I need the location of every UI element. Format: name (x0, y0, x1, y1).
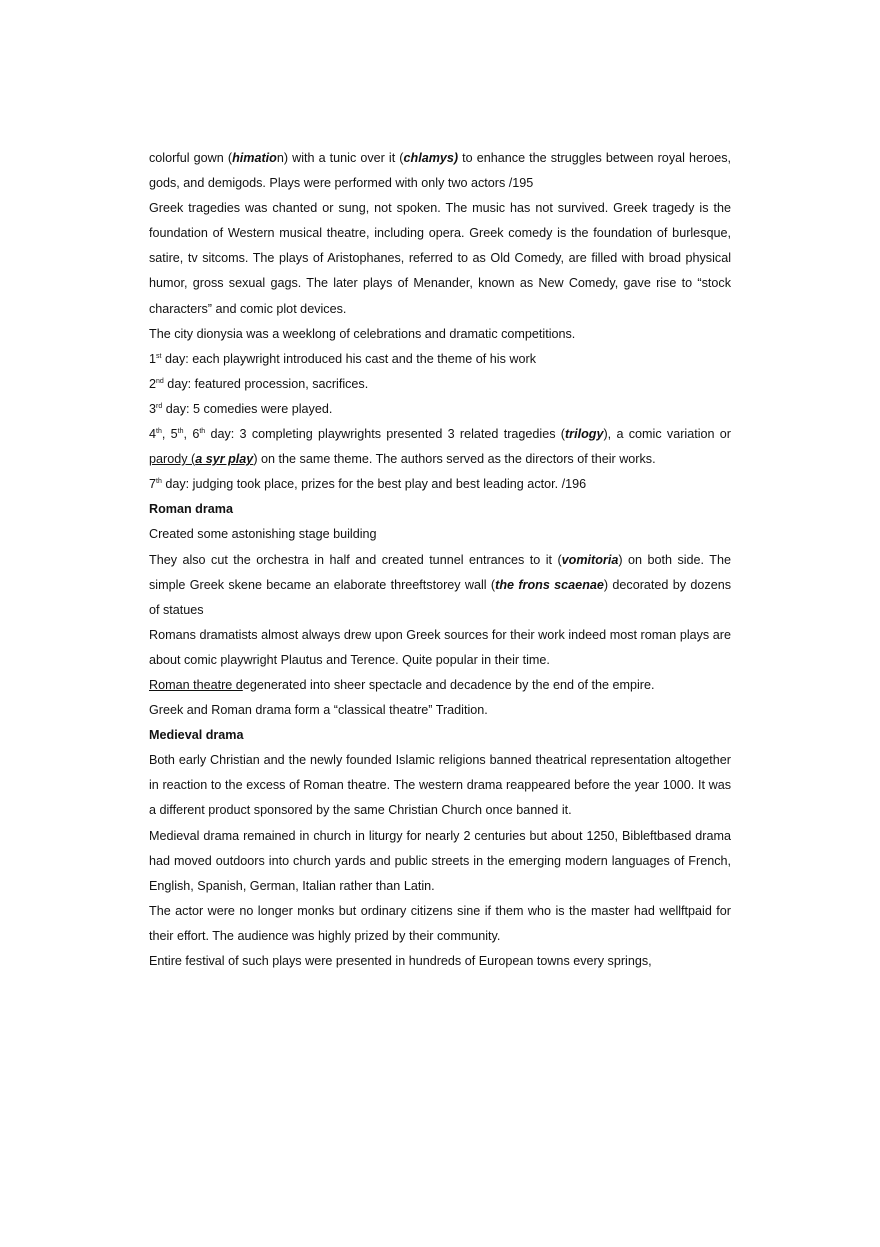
list-item-day-1: 1st day: each playwright introduced his cast and the theme of his work (149, 351, 536, 366)
paragraph-roman-decline: Roman theatre degenerated into sheer spectacle and decadence by the end of the empire. (149, 677, 655, 692)
text-run: to enhance the struggles between royal heroes, gods, and demigods. Plays were performed with only two actors /195 (149, 151, 731, 191)
paragraph-medieval-liturgy: Medieval drama remained in church in liturgy for nearly 2 centuries but about 1250, Bibleftbased drama had moved outdoors into church yards and public streets in the emerging modern languages of French, English, Spanish, German, Italian rather than Latin. (149, 828, 731, 893)
paragraph-medieval-ban: Both early Christian and the newly founded Islamic religions banned theatrical representation altogether in reaction to the excess of Roman theatre. The western drama reappeared before the year 1000. It was a different product sponsored by the same Christian Church once banned it. (149, 753, 731, 818)
paragraph-classical-tradition: Greek and Roman drama form a “classical theatre” Tradition. (149, 703, 488, 718)
document-body (149, 146, 731, 974)
list-item-day-2: 2nd day: featured procession, sacrifices. (149, 376, 369, 391)
text-run: n) with a tunic over it ( (276, 151, 404, 165)
paragraph-city-dionysia: The city dionysia was a weeklong of celebrations and dramatic competitions. (149, 326, 576, 341)
term-trilogy: trilogy (564, 427, 604, 442)
paragraph-costume (149, 146, 731, 196)
list-item-days-4-6: 4th, 5th, 6th day: 3 completing playwrights presented 3 related tragedies (trilogy), a comic variation or parody (a syr play) on the same theme. The authors served as the directors of their works. (149, 427, 731, 467)
paragraph-roman-orchestra: They also cut the orchestra in half and created tunnel entrances to it (vomitoria) on both side. The simple Greek skene became an elaborate threeftstorey wall (the frons scaenae) decorated by dozens of statues (149, 552, 731, 617)
term-himation: himatio (232, 151, 277, 165)
list-item-day-7: 7th day: judging took place, prizes for the best play and best leading actor. /196 (149, 477, 587, 492)
underlined-parody: parody (a syr play (149, 452, 254, 467)
paragraph-medieval-festivals: Entire festival of such plays were presented in hundreds of European towns every springs, (149, 954, 652, 968)
paragraph-medieval-actors: The actor were no longer monks but ordinary citizens sine if them who is the master had wellftpaid for their effort. The audience was highly prized by their community. (149, 903, 731, 943)
underlined-roman-theatre: Roman theatre d (149, 677, 243, 692)
term-chlamys: chlamys) (403, 151, 459, 165)
paragraph-roman-stage: Created some astonishing stage building (149, 527, 377, 542)
term-satyr-play: a syr play (195, 452, 254, 467)
list-item-day-3: 3rd day: 5 comedies were played. (149, 401, 333, 416)
heading-medieval-drama: Medieval drama (149, 728, 244, 743)
heading-roman-drama: Roman drama (149, 502, 233, 517)
paragraph-roman-dramatists: Romans dramatists almost always drew upon Greek sources for their work indeed most roman plays are about comic playwright Plautus and Terence. Quite popular in their time. (149, 627, 731, 667)
term-vomitoria: vomitoria (561, 552, 619, 567)
paragraph-greek-tragedy: Greek tragedies was chanted or sung, not spoken. The music has not survived. Greek tragedy is the foundation of Western musical theatre, including opera. Greek comedy is the foundation of burlesque, satire, tv sitcoms. The plays of Aristophanes, referred to as Old Comedy, are filled with broad physical humor, gross sexual gags. The later plays of Menander, known as New Comedy, gave rise to “stock characters” and comic plot devices. (149, 201, 731, 316)
term-frons-scaenae: the frons scaenae (495, 577, 604, 592)
text-run: colorful gown ( (149, 151, 233, 165)
